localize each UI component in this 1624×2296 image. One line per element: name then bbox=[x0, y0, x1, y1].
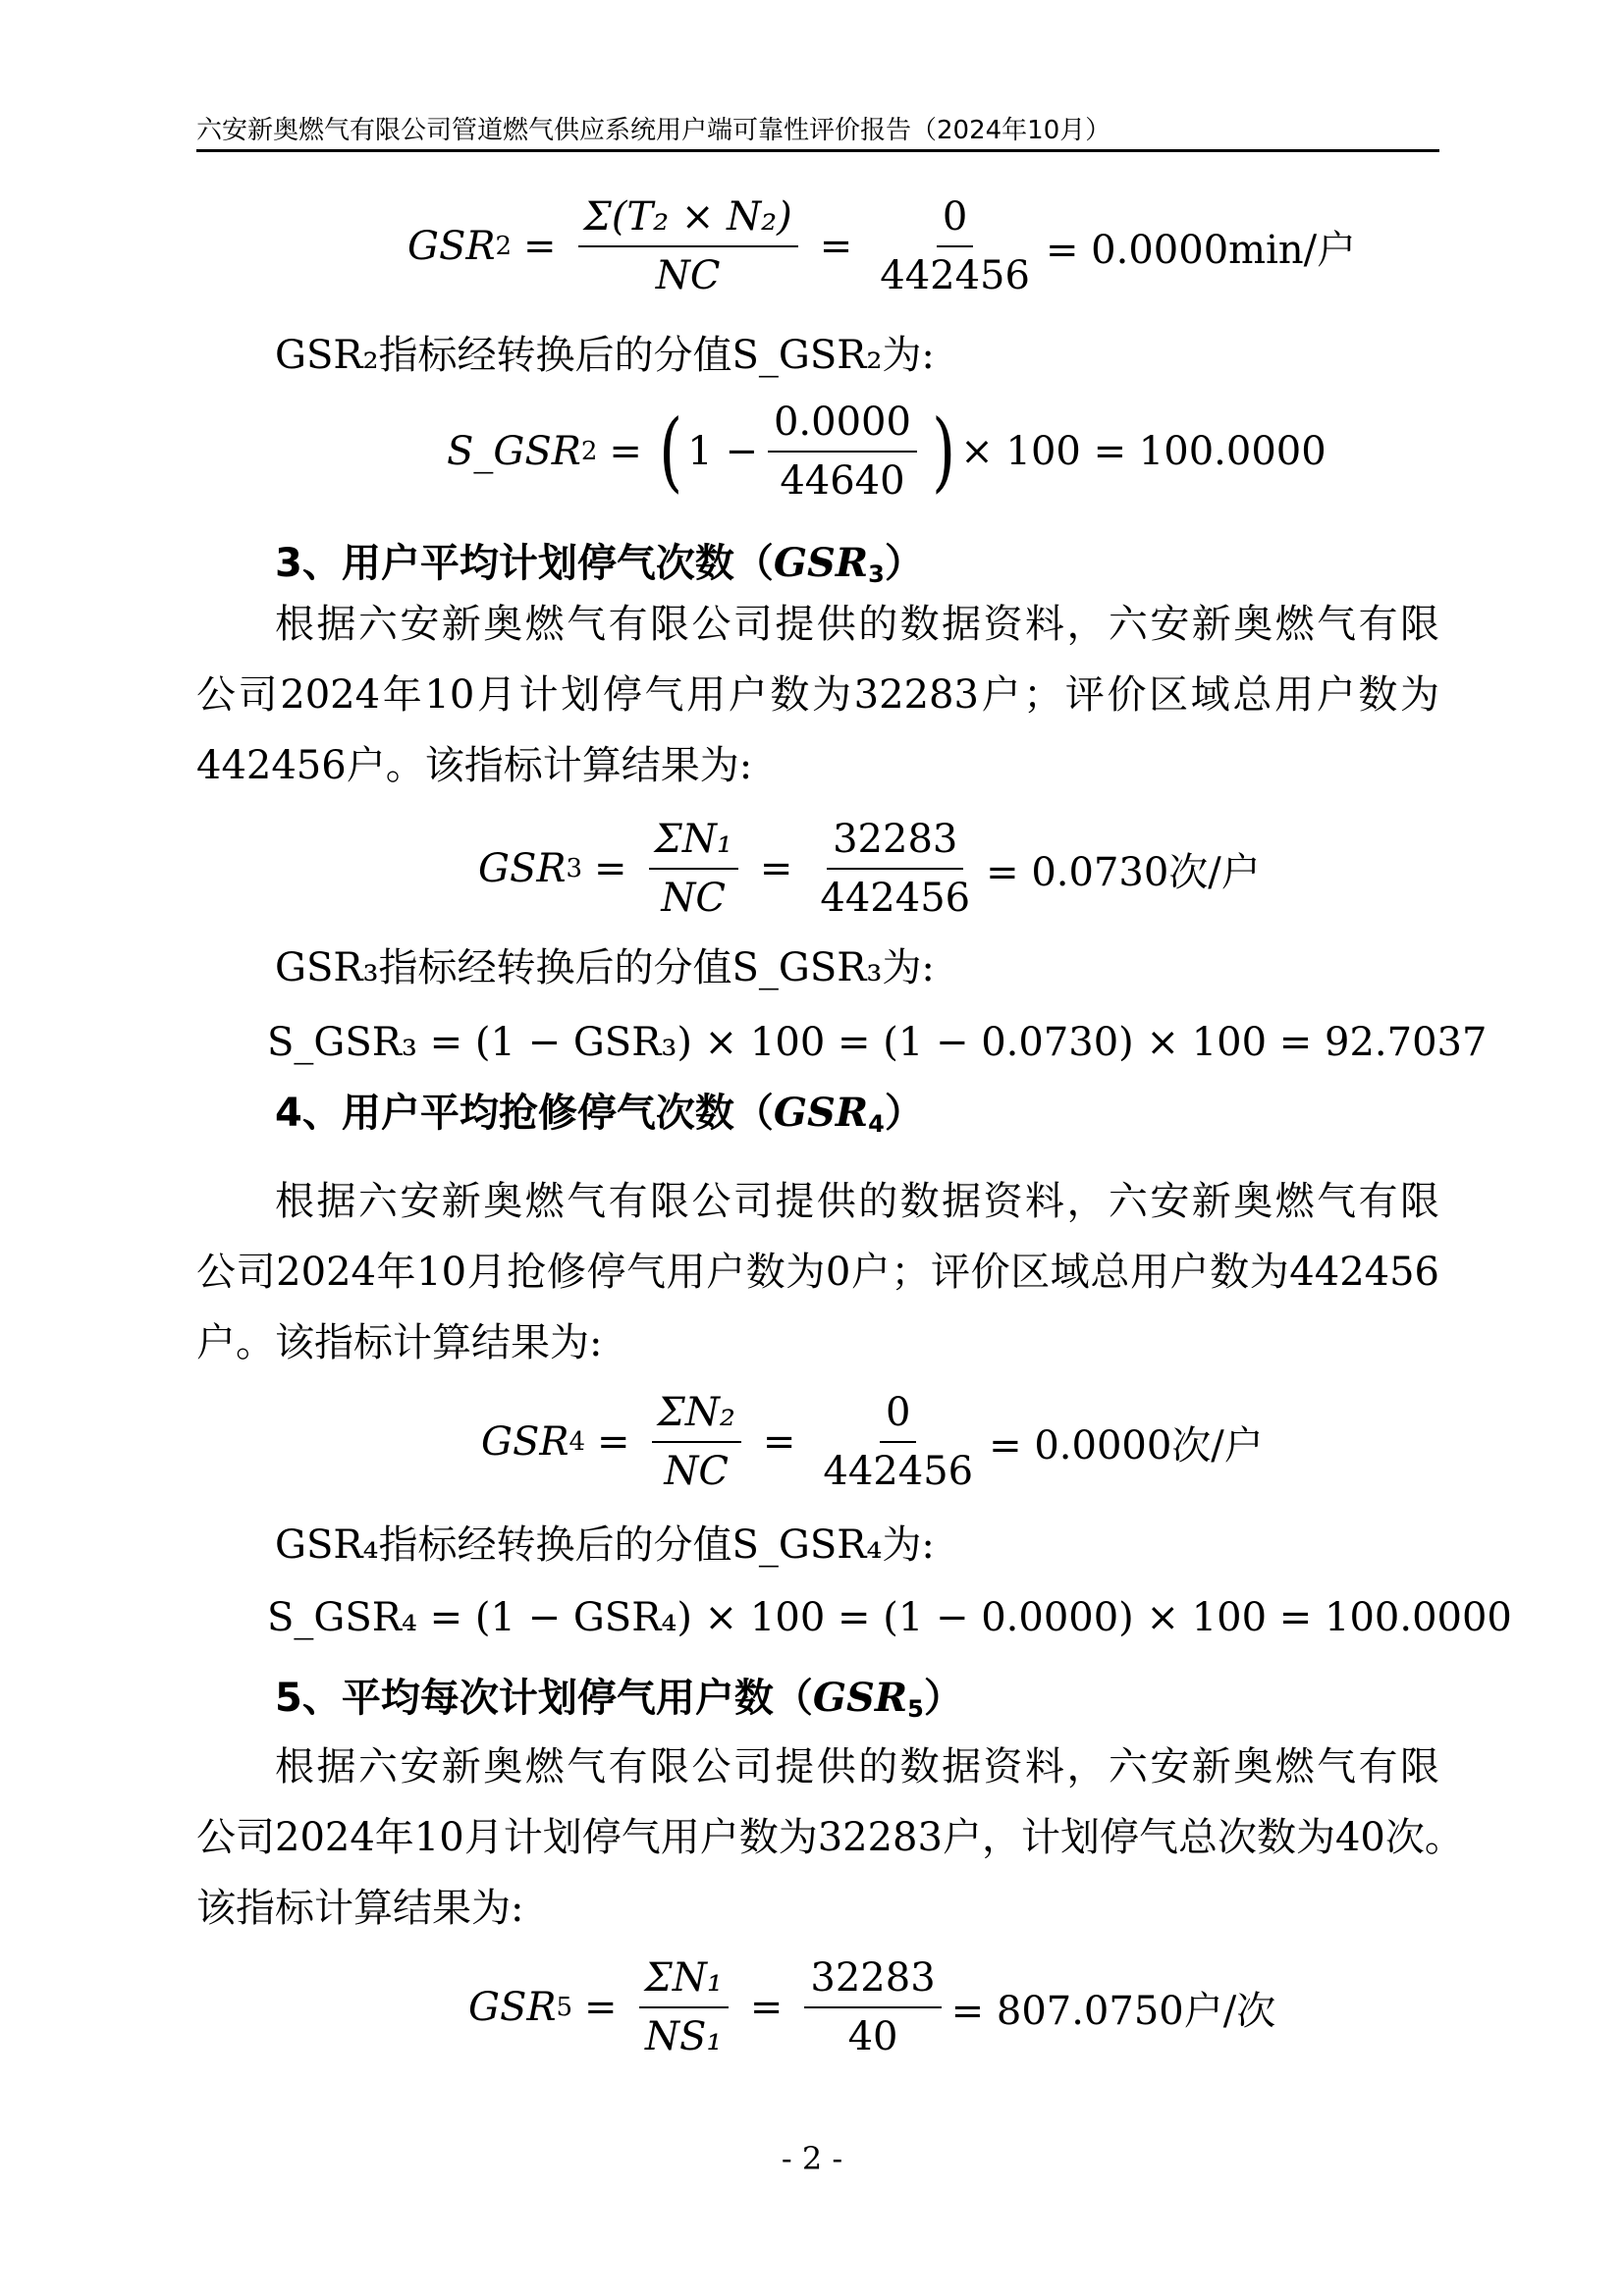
equation-s-gsr3: S_GSR₃ = (1 − GSR₃) × 100 = (1 − 0.0730) × 100 = 92.7037 bbox=[267, 1020, 1488, 1065]
fraction bbox=[817, 1388, 979, 1496]
eq-one-minus: 1 − bbox=[687, 429, 758, 474]
paragraph-line: 该指标计算结果为: bbox=[196, 1886, 524, 1931]
text-line: GSR₃指标经转换后的分值S_GSR₃为: bbox=[275, 945, 935, 990]
eq-result: × 100 = 100.0000 bbox=[960, 429, 1326, 474]
fraction-numerator: ΣN₁ bbox=[639, 1953, 729, 2008]
eq-lhs-sub: 5 bbox=[556, 1993, 573, 2022]
section-heading-5: 5、平均每次计划停气用户数$(GSR_5)$ bbox=[275, 1675, 963, 1723]
fraction-numerator: 32283 bbox=[827, 815, 963, 870]
fraction-numerator: 0.0000 bbox=[768, 398, 917, 453]
fraction-denominator: 40 bbox=[847, 2014, 898, 2059]
text-line: GSR₂指标经转换后的分值S_GSR₂为: bbox=[275, 333, 935, 378]
fraction-numerator: Σ(T₂ × N₂) bbox=[578, 192, 798, 247]
fraction bbox=[814, 815, 976, 923]
paragraph-4 bbox=[196, 1166, 1439, 1378]
eq-lhs: GSR bbox=[481, 1419, 569, 1465]
fraction bbox=[768, 398, 917, 506]
eq-lhs: S_GSR bbox=[447, 429, 581, 474]
equation-s-gsr2: S_GSR 2 = ( 1 − $\frac{0.0000}{44640}$ ) × 100 = 100.0000 bbox=[447, 400, 1326, 504]
fraction-numerator: ΣN₁ bbox=[649, 815, 738, 870]
fraction-numerator: 32283 bbox=[804, 1953, 941, 2008]
fraction bbox=[639, 1953, 729, 2061]
equation-gsr4: GSR 4 = $\frac{\text{ΣN₂}}{NC}$ = $\frac{0}{442456}$ = 0.0000次/户 bbox=[481, 1390, 1264, 1494]
fraction-numerator: 0 bbox=[880, 1388, 916, 1443]
paragraph-line: 根据六安新奥燃气有限公司提供的数据资料，六安新奥燃气有限 bbox=[275, 1179, 1439, 1224]
eq-result: = 807.0750户/次 bbox=[950, 1988, 1276, 2034]
fraction-denominator: NC bbox=[655, 253, 721, 298]
fraction-denominator: 442456 bbox=[880, 253, 1030, 298]
eq-result: = 0.0000次/户 bbox=[989, 1422, 1264, 1468]
equation-gsr2: GSR 2 = $\frac{\text{Σ(T₂ × N₂)}}{NC}$ = $\frac{0}{442456}$ = 0.0000min/户 bbox=[407, 194, 1357, 298]
fraction-denominator: 442456 bbox=[820, 876, 971, 921]
equation-gsr5: GSR 5 = $\frac{\text{ΣN₁}}{\text{NS₁}}$ = $\frac{32283}{40}$ = 807.0750户/次 bbox=[468, 1955, 1276, 2059]
eq-lhs-sub: 3 bbox=[566, 854, 583, 883]
fraction bbox=[578, 192, 798, 300]
eq-lhs: GSR bbox=[407, 224, 496, 269]
eq-result: = 0.0000min/户 bbox=[1045, 227, 1357, 273]
section-heading-3: 3、用户平均计划停气次数$(GSR_3)$ bbox=[275, 540, 924, 588]
paragraph-5 bbox=[196, 1732, 1464, 1944]
fraction-denominator: 44640 bbox=[780, 458, 905, 504]
paragraph-3 bbox=[196, 589, 1439, 801]
equation-gsr3: GSR 3 = $\frac{\text{ΣN₁}}{NC}$ = $\frac{32283}{442456}$ = 0.0730次/户 bbox=[478, 817, 1261, 921]
fraction-denominator: NS₁ bbox=[644, 2014, 723, 2059]
eq-lhs-sub: 2 bbox=[495, 232, 513, 261]
paragraph-line: 根据六安新奥燃气有限公司提供的数据资料，六安新奥燃气有限 bbox=[275, 602, 1439, 647]
fraction-denominator: 442456 bbox=[823, 1449, 974, 1494]
running-header: 六安新奥燃气有限公司管道燃气供应系统用户端可靠性评价报告（2024年10月） bbox=[196, 116, 1111, 145]
paragraph-line: 公司2024年10月计划停气用户数为32283户，计划停气总次数为40次。 bbox=[196, 1815, 1464, 1860]
header-rule bbox=[196, 149, 1439, 152]
paragraph-line: 根据六安新奥燃气有限公司提供的数据资料，六安新奥燃气有限 bbox=[275, 1744, 1439, 1789]
eq-result: = 0.0730次/户 bbox=[986, 849, 1261, 895]
text-line: GSR₄指标经转换后的分值S_GSR₄为: bbox=[275, 1522, 935, 1568]
paragraph-line: 户。该指标计算结果为: bbox=[196, 1320, 603, 1365]
eq-lhs: GSR bbox=[468, 1985, 557, 2030]
eq-lhs-sub: 4 bbox=[568, 1427, 586, 1457]
fraction-denominator: NC bbox=[661, 876, 727, 921]
fraction bbox=[649, 815, 738, 923]
eq-lhs-sub: 2 bbox=[580, 437, 598, 466]
fraction-numerator: ΣN₂ bbox=[652, 1388, 741, 1443]
page-number: - 2 - bbox=[781, 2140, 843, 2177]
paragraph-line: 442456户。该指标计算结果为: bbox=[196, 743, 753, 788]
fraction-numerator: 0 bbox=[937, 192, 973, 247]
paragraph-line: 公司2024年10月抢修停气用户数为0户；评价区域总用户数为442456 bbox=[196, 1250, 1439, 1295]
fraction bbox=[652, 1388, 741, 1496]
fraction-denominator: NC bbox=[664, 1449, 730, 1494]
fraction bbox=[804, 1953, 941, 2061]
fraction bbox=[874, 192, 1036, 300]
equation-s-gsr4: S_GSR₄ = (1 − GSR₄) × 100 = (1 − 0.0000) × 100 = 100.0000 bbox=[267, 1595, 1512, 1640]
section-heading-4: 4、用户平均抢修停气次数$(GSR_4)$ bbox=[275, 1090, 924, 1138]
paragraph-line: 公司2024年10月计划停气用户数为32283户；评价区域总用户数为 bbox=[196, 672, 1439, 718]
eq-lhs: GSR bbox=[478, 846, 567, 891]
